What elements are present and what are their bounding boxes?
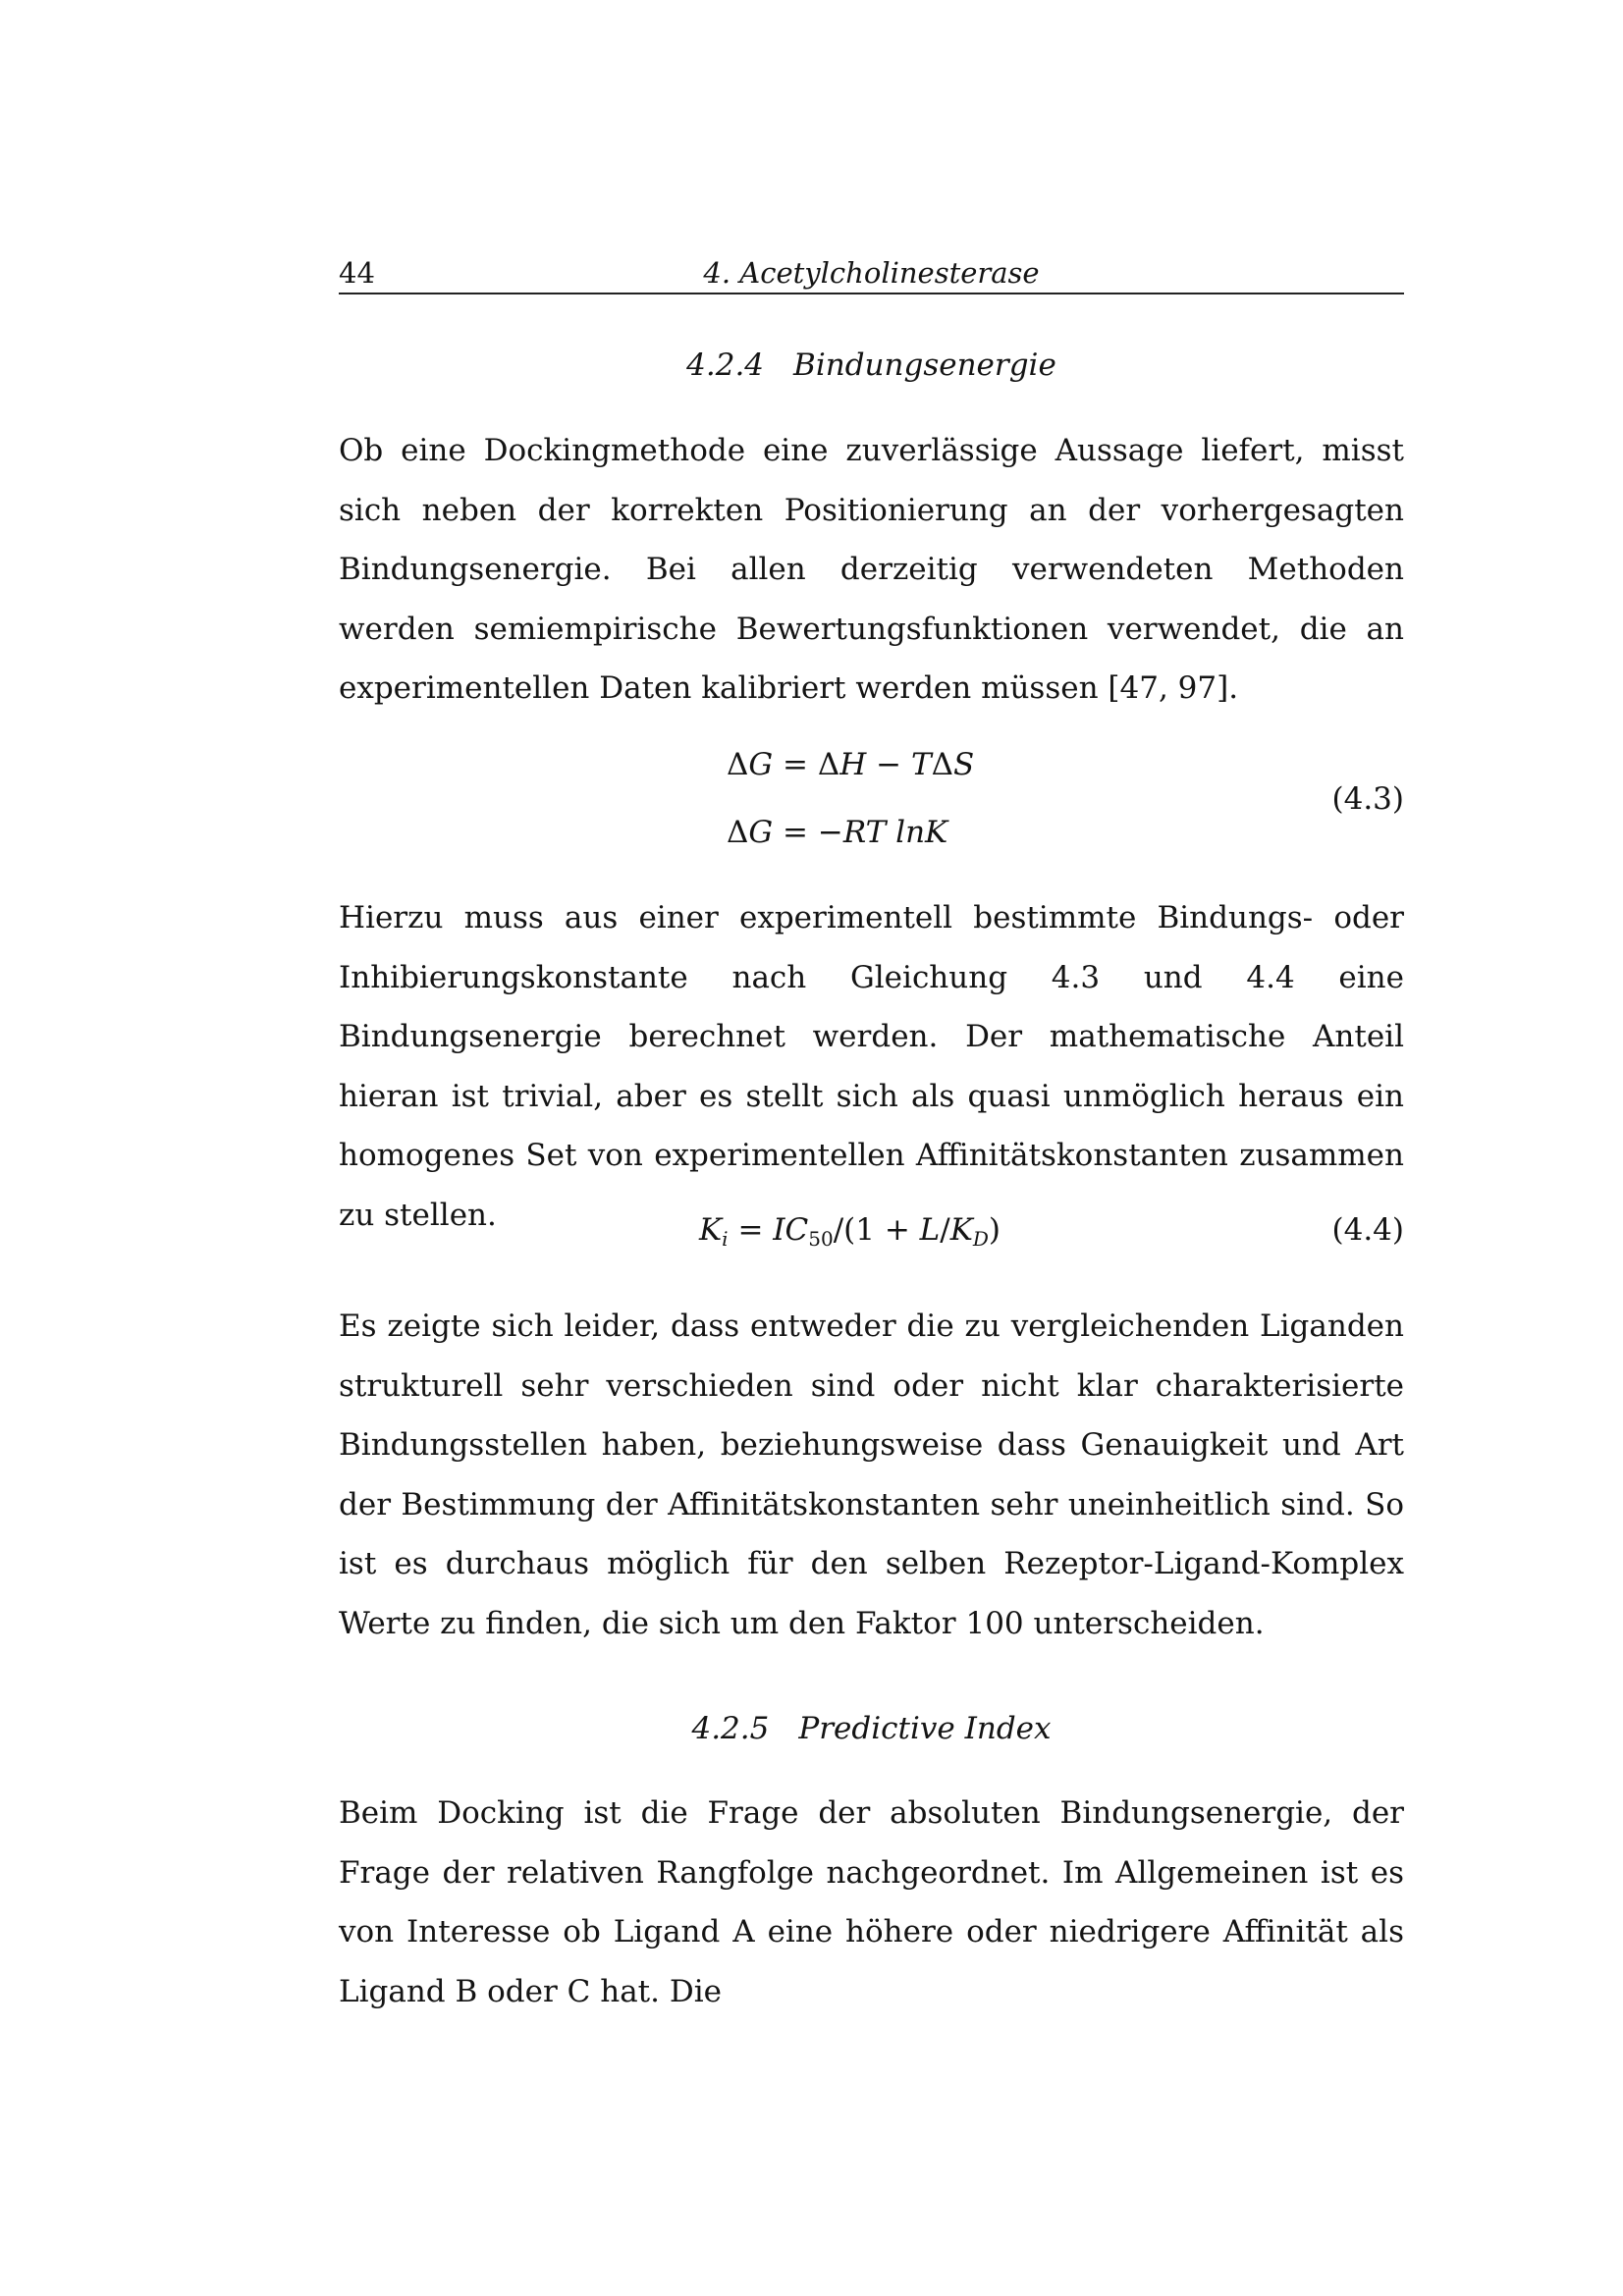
section-title: Bindungsenergie bbox=[793, 347, 1056, 383]
equation-4-3-line-1: ΔG = ΔH − TΔS bbox=[727, 747, 975, 782]
page-number: 44 bbox=[339, 256, 375, 290]
section-number: 4.2.5 bbox=[691, 1711, 770, 1746]
chapter-title: 4. Acetylcholinesterase bbox=[703, 256, 1040, 290]
paragraph-4: Beim Docking ist die Frage der absoluten Bindungsenergie, der Frage der relativen Rangfolge nachgeordnet. Im Allgemeinen ist es von Interesse ob Ligand A eine höhere oder niedrigere Affinität als Ligand B oder C hat. Die bbox=[339, 1795, 1404, 2009]
section-heading-4-2-4 bbox=[339, 346, 1404, 385]
paragraph-2: Hierzu muss aus einer experimentell bestimmte Bindungs- oder Inhibierungskonstante nach Gleichung 4.3 und 4.4 eine Bindungsenergie berechnet werden. Der mathematische Anteil hieran ist trivial, aber es stellt sich als quasi unmöglich heraus ein homogenes Set von experimentellen Affinitätskonstanten zusammen zu stellen. bbox=[339, 900, 1404, 1233]
section-heading-4-2-5 bbox=[339, 1709, 1404, 1748]
running-header bbox=[339, 253, 1404, 294]
paragraph-3: Es zeigte sich leider, dass entweder die zu vergleichenden Liganden strukturell sehr verschieden sind oder nicht klar charakterisierte Bindungsstellen haben, beziehungsweise dass Genauigkeit und Art der Bestimmung der Affinitätskonstanten sehr uneinheitlich sind. So ist es durchaus möglich für den selben Rezeptor-Ligand-Komplex Werte zu finden, die sich um den Faktor 100 unterscheiden. bbox=[339, 1308, 1404, 1641]
document-page bbox=[339, 0, 1404, 2296]
equation-4-3-line-2: ΔG = −RT lnK bbox=[727, 815, 948, 850]
equation-4-4: $K_i = IC_{50}/(1 + L/K_D)$ bbox=[699, 1212, 1001, 1251]
paragraph-1: Ob eine Dockingmethode eine zuverlässige Aussage liefert, misst sich neben der korrekten Positionierung an der vorhergesagten Bindungsenergie. Bei allen derzeitig verwendeten Methoden werden semiempirische Bewertungsfunktionen verwendet, die an experimentellen Daten kalibriert werden müssen [47, 97]. bbox=[339, 433, 1404, 706]
section-number: 4.2.4 bbox=[686, 347, 765, 383]
equation-number-4-4: (4.4) bbox=[1331, 1212, 1404, 1248]
section-title: Predictive Index bbox=[798, 1711, 1052, 1746]
equation-number-4-3: (4.3) bbox=[1331, 781, 1404, 817]
